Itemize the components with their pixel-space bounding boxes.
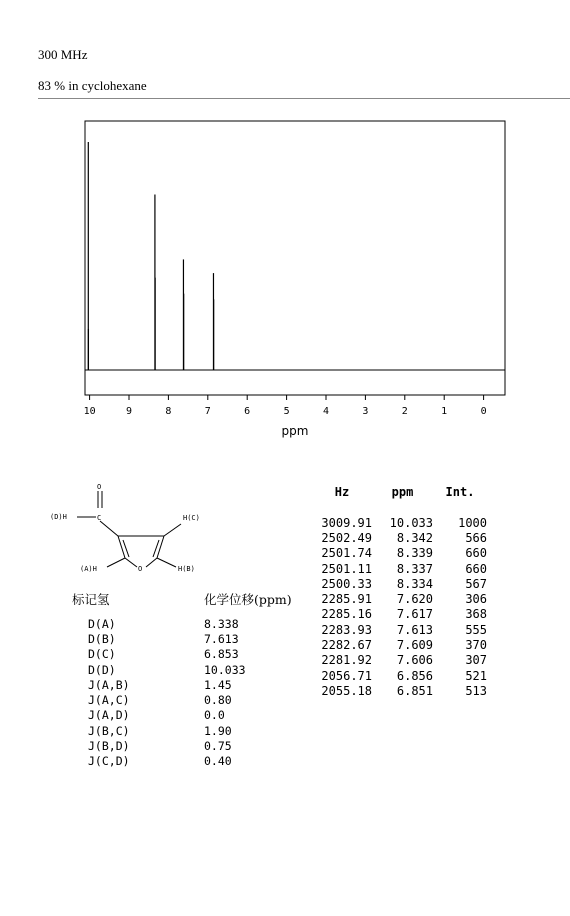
x-tick-label: 5 [283, 406, 290, 417]
peak-list-header-ppm: ppm [391, 485, 414, 499]
atom-h-a: (A)H [80, 565, 97, 573]
peak-ppm: 7.620 [396, 592, 433, 607]
assignment-value: 0.75 [204, 739, 232, 754]
assignment-row [72, 631, 292, 646]
peak-intensity: 555 [465, 622, 487, 637]
peak-ppm: 7.617 [396, 607, 433, 622]
assignment-header-label: 标记氢 [72, 592, 110, 607]
assignment-label: D(C) [88, 647, 116, 662]
x-axis-label: ppm [281, 424, 309, 438]
peak-ppm: 6.851 [396, 683, 433, 698]
peak-hz: 2282.67 [321, 638, 372, 653]
nmr-spectrum-chart [0, 0, 570, 450]
peak-hz: 2501.11 [321, 561, 372, 576]
assignment-table [72, 590, 292, 769]
peak-row [312, 622, 487, 637]
peak-intensity: 566 [465, 530, 487, 545]
peak-row [312, 530, 487, 545]
peak-row [312, 576, 487, 591]
peak-intensity: 660 [465, 561, 487, 576]
peak-row [312, 668, 487, 683]
assignment-value: 10.033 [204, 662, 246, 677]
assignment-label: J(A,B) [88, 677, 130, 692]
assignment-row [72, 723, 292, 738]
x-tick-label: 4 [322, 406, 330, 417]
peak-ppm: 8.339 [396, 546, 433, 561]
peak-hz: 2056.71 [321, 668, 372, 683]
assignment-header-row [72, 590, 292, 616]
peak-intensity: 513 [465, 683, 487, 698]
peak-list-header-row [312, 485, 487, 515]
x-tick-label: 8 [165, 406, 172, 417]
peak-list-header-int: Int. [445, 485, 475, 499]
assignment-row [72, 692, 292, 707]
x-axis-ticks [90, 395, 484, 400]
peak-hz: 2501.74 [321, 546, 372, 561]
peak-hz: 3009.91 [321, 515, 372, 530]
assignment-row [72, 708, 292, 723]
assignment-row [72, 754, 292, 769]
x-tick-label: 6 [244, 406, 251, 417]
assignment-label: D(D) [88, 662, 116, 677]
atom-aldehyde-h: (D)H [50, 513, 67, 521]
assignment-value: 0.0 [204, 708, 225, 723]
assignment-label: J(A,D) [88, 708, 130, 723]
assignment-value: 7.613 [204, 631, 239, 646]
peak-intensity: 521 [465, 668, 487, 683]
spectrometer-frequency: 300 MHz [38, 47, 88, 62]
peak-ppm: 8.334 [396, 576, 433, 591]
peak-hz: 2281.92 [321, 653, 372, 668]
peak-hz: 2283.93 [321, 622, 372, 637]
peak-intensity: 370 [465, 638, 487, 653]
atom-carbonyl-o: O [97, 483, 102, 491]
assignment-row [72, 647, 292, 662]
peak-ppm: 8.337 [396, 561, 433, 576]
assignment-row [72, 738, 292, 753]
assignment-value: 0.80 [204, 693, 232, 708]
peak-lines [88, 142, 213, 370]
peak-row [312, 607, 487, 622]
assignment-body [72, 616, 292, 769]
peak-intensity: 307 [465, 653, 487, 668]
x-tick-label: 2 [401, 406, 408, 417]
peak-row [312, 653, 487, 668]
x-tick-label: 0 [480, 406, 487, 417]
peak-ppm: 8.342 [396, 530, 433, 545]
peak-intensity: 306 [465, 592, 487, 607]
peak-ppm: 6.856 [396, 668, 433, 683]
assignment-value: 6.853 [204, 647, 239, 662]
x-tick-label: 3 [362, 406, 369, 417]
peak-list-body [312, 515, 487, 699]
assignment-value: 0.40 [204, 754, 232, 769]
assignment-row [72, 662, 292, 677]
peak-hz: 2500.33 [321, 576, 372, 591]
plot-frame [85, 121, 505, 395]
x-axis-tick-labels [84, 406, 487, 417]
assignment-label: J(B,C) [88, 723, 130, 738]
x-tick-label: 7 [204, 406, 211, 417]
assignment-value: 1.45 [204, 677, 232, 692]
peak-row [312, 637, 487, 652]
peak-row [312, 591, 487, 606]
assignment-label: J(B,D) [88, 739, 130, 754]
assignment-label: J(C,D) [88, 754, 130, 769]
atom-h-b: H(B) [178, 565, 195, 573]
assignment-label: D(A) [88, 616, 116, 631]
peak-hz: 2285.91 [321, 592, 372, 607]
sample-condition: 83 % in cyclohexane [38, 78, 147, 93]
assignment-label: D(B) [88, 631, 116, 646]
peak-ppm: 7.609 [396, 638, 433, 653]
peak-ppm: 7.613 [396, 622, 433, 637]
peak-hz: 2285.16 [321, 607, 372, 622]
assignment-row [72, 677, 292, 692]
peak-hz: 2502.49 [321, 530, 372, 545]
assignment-label: J(A,C) [88, 693, 130, 708]
peak-list-header-hz: Hz [334, 485, 350, 499]
peak-row [312, 515, 487, 530]
peak-hz: 2055.18 [321, 683, 372, 698]
peak-row [312, 561, 487, 576]
atom-h-c: H(C) [183, 514, 200, 522]
peak-intensity: 567 [465, 576, 487, 591]
peak-list-table [312, 485, 487, 699]
peak-intensity: 1000 [458, 515, 487, 530]
atom-carbonyl-c: C [97, 514, 102, 522]
peak-intensity: 368 [465, 607, 487, 622]
x-tick-label: 10 [83, 406, 96, 417]
assignment-value: 1.90 [204, 723, 232, 738]
peak-ppm: 10.033 [389, 515, 433, 530]
atom-ring-o: O [138, 565, 143, 573]
x-tick-label: 9 [125, 406, 133, 417]
peak-ppm: 7.606 [396, 653, 433, 668]
assignment-row [72, 616, 292, 631]
peak-row [312, 546, 487, 561]
assignment-value: 8.338 [204, 616, 239, 631]
furan-aldehyde-structure [40, 480, 260, 580]
x-tick-label: 1 [441, 406, 448, 417]
peak-intensity: 660 [465, 546, 487, 561]
peak-row [312, 683, 487, 698]
assignment-header-shift: 化学位移(ppm) [204, 592, 292, 607]
